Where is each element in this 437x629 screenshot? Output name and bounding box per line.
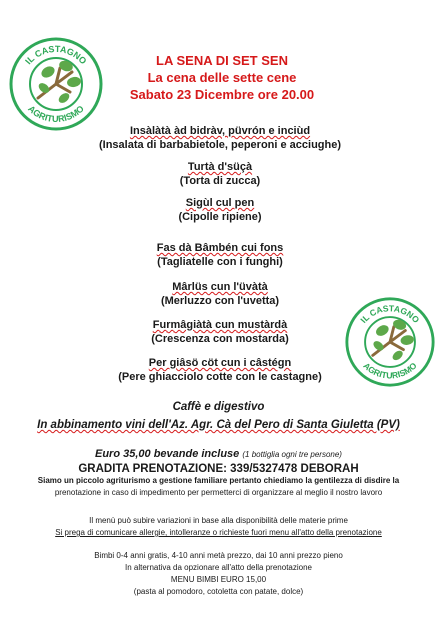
notice-line-2: prenotazione in caso di impedimento per permetterci di organizzare al meglio il nostro lavoro — [54, 488, 383, 497]
kids-line-3: MENU BIMBI EURO 15,00 — [170, 575, 267, 584]
course-dialect: Fas dà Bâmbén cui fons — [156, 242, 284, 254]
svg-text:IL CASTAGNO: IL CASTAGNO — [23, 43, 89, 67]
kids-line-1: Bimbi 0-4 anni gratis, 4-10 anni metà prezzo, dai 10 anni prezzo pieno — [94, 551, 343, 560]
price-line — [0, 447, 437, 462]
course-7 — [40, 356, 400, 384]
chestnut-tree-icon — [8, 36, 104, 132]
event-title: LA SENA DI SET SEN — [156, 53, 288, 68]
course-dialect: Mârlüs cun l'üvàtà — [172, 281, 268, 293]
booking-line: GRADITA PRENOTAZIONE: 339/5327478 DEBORAH — [78, 463, 359, 475]
course-dialect: Turtà d'süçà — [187, 161, 253, 173]
course-dialect: Per giâsö cöt cun i câstégn — [148, 357, 292, 369]
allergy-text: Si prega di comunicare allergie, intolleranze o richieste fuori menu all'atto della prenotazione — [55, 528, 382, 537]
svg-text:AGRITURISMO: AGRITURISMO — [26, 103, 86, 125]
course-3 — [40, 196, 400, 224]
course-italian: (Cipolle ripiene) — [178, 211, 262, 223]
svg-text:AGRITURISMO: AGRITURISMO — [361, 360, 419, 381]
kids-line-4: (pasta al pomodoro, cotoletta con patate, dolce) — [133, 587, 304, 596]
coffee-line: Caffè e digestivo — [172, 401, 265, 413]
event-date: Sabato 23 Dicembre ore 20.00 — [129, 87, 315, 102]
event-subtitle: La cena delle sette cene — [147, 70, 297, 85]
allergy-note — [0, 528, 437, 539]
course-italian: (Tagliatelle con i funghi) — [157, 256, 283, 268]
notice-line-1: Siamo un piccolo agriturismo a gestione familiare pertanto chiediamo la gentilezza di disdire la — [37, 476, 400, 485]
svg-text:IL CASTAGNO: IL CASTAGNO — [358, 303, 422, 325]
course-dialect: Sigùl cul pen — [185, 197, 255, 209]
course-6 — [40, 318, 400, 346]
course-1 — [40, 124, 400, 152]
kids-line-2: In alternativa da opzionare all'atto della prenotazione — [125, 563, 312, 572]
course-italian: (Pere ghiacciolo cotte con le castagne) — [118, 371, 322, 383]
course-dialect: Furmâgiàtà cun mustàrdà — [152, 319, 288, 331]
event-header — [92, 52, 352, 103]
course-italian: (Insalata di barbabietole, peperoni e acciughe) — [98, 139, 342, 151]
price-note: (1 bottiglia ogni tre persone) — [242, 450, 342, 459]
variation-note: Il menù può subire variazioni in base alla disponibilità delle materie prime — [89, 516, 348, 525]
price-text: Euro 35,00 bevande incluse — [95, 448, 240, 460]
course-italian: (Merluzzo con l'uvetta) — [160, 295, 280, 307]
course-dialect: Insàlàtà àd bidràv, püvrón e inciùd — [129, 125, 311, 137]
course-2 — [40, 160, 400, 188]
agriturismo-logo-top — [8, 36, 104, 132]
course-4 — [40, 241, 400, 269]
wine-pairing-text: In abbinamento vini dell'Az. Agr. Cà del Pero di Santa Giuletta (PV) — [37, 419, 400, 431]
wine-pairing — [0, 418, 437, 433]
course-italian: (Crescenza con mostarda) — [151, 333, 289, 345]
course-5 — [40, 280, 400, 308]
course-italian: (Torta di zucca) — [179, 175, 261, 187]
